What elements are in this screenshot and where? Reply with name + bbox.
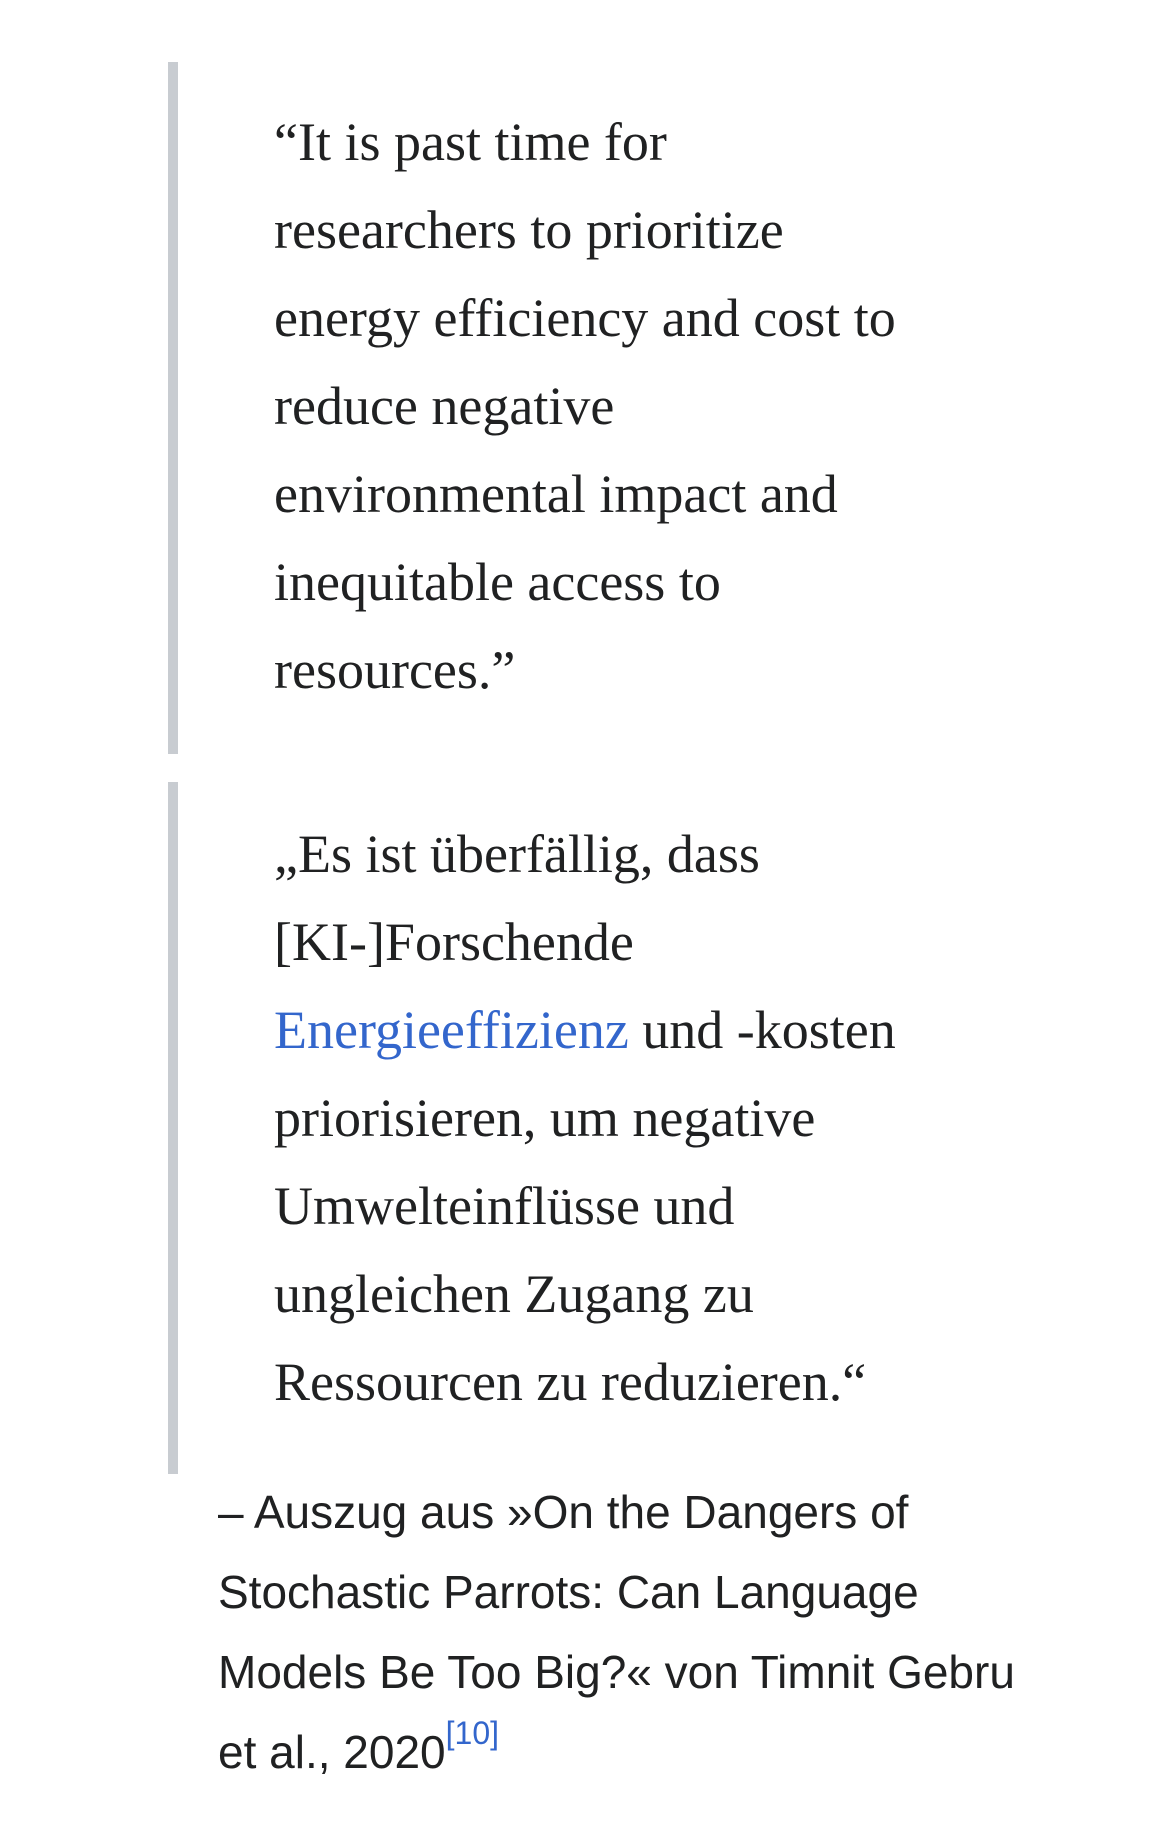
quote-attribution: [218, 1472, 1038, 1792]
quote-text-english: “It is past time for researchers to prioritize energy efficiency and cost to reduce negative environmental impact and inequitable access to resources.”: [274, 112, 896, 700]
quote-text-german: [274, 810, 914, 1426]
quote-text-german-before-link: „Es ist überfällig, dass [KI-]Forschende: [274, 824, 760, 972]
attribution-text: – Auszug aus »On the Dangers of Stochastic Parrots: Can Language Models Be Too Big?« von Timnit Gebru et al., 2020: [218, 1486, 1015, 1778]
energieeffizienz-link[interactable]: Energieeffizienz: [274, 1000, 629, 1060]
blockquote-german: [168, 782, 948, 1474]
blockquote-english: [168, 62, 948, 754]
quote-text-german-after-link: und -kosten priorisieren, um negative Umwelteinflüsse und ungleichen Zugang zu Ressourcen zu reduzieren.“: [274, 1000, 896, 1412]
reference-link[interactable]: [10]: [445, 1715, 499, 1751]
